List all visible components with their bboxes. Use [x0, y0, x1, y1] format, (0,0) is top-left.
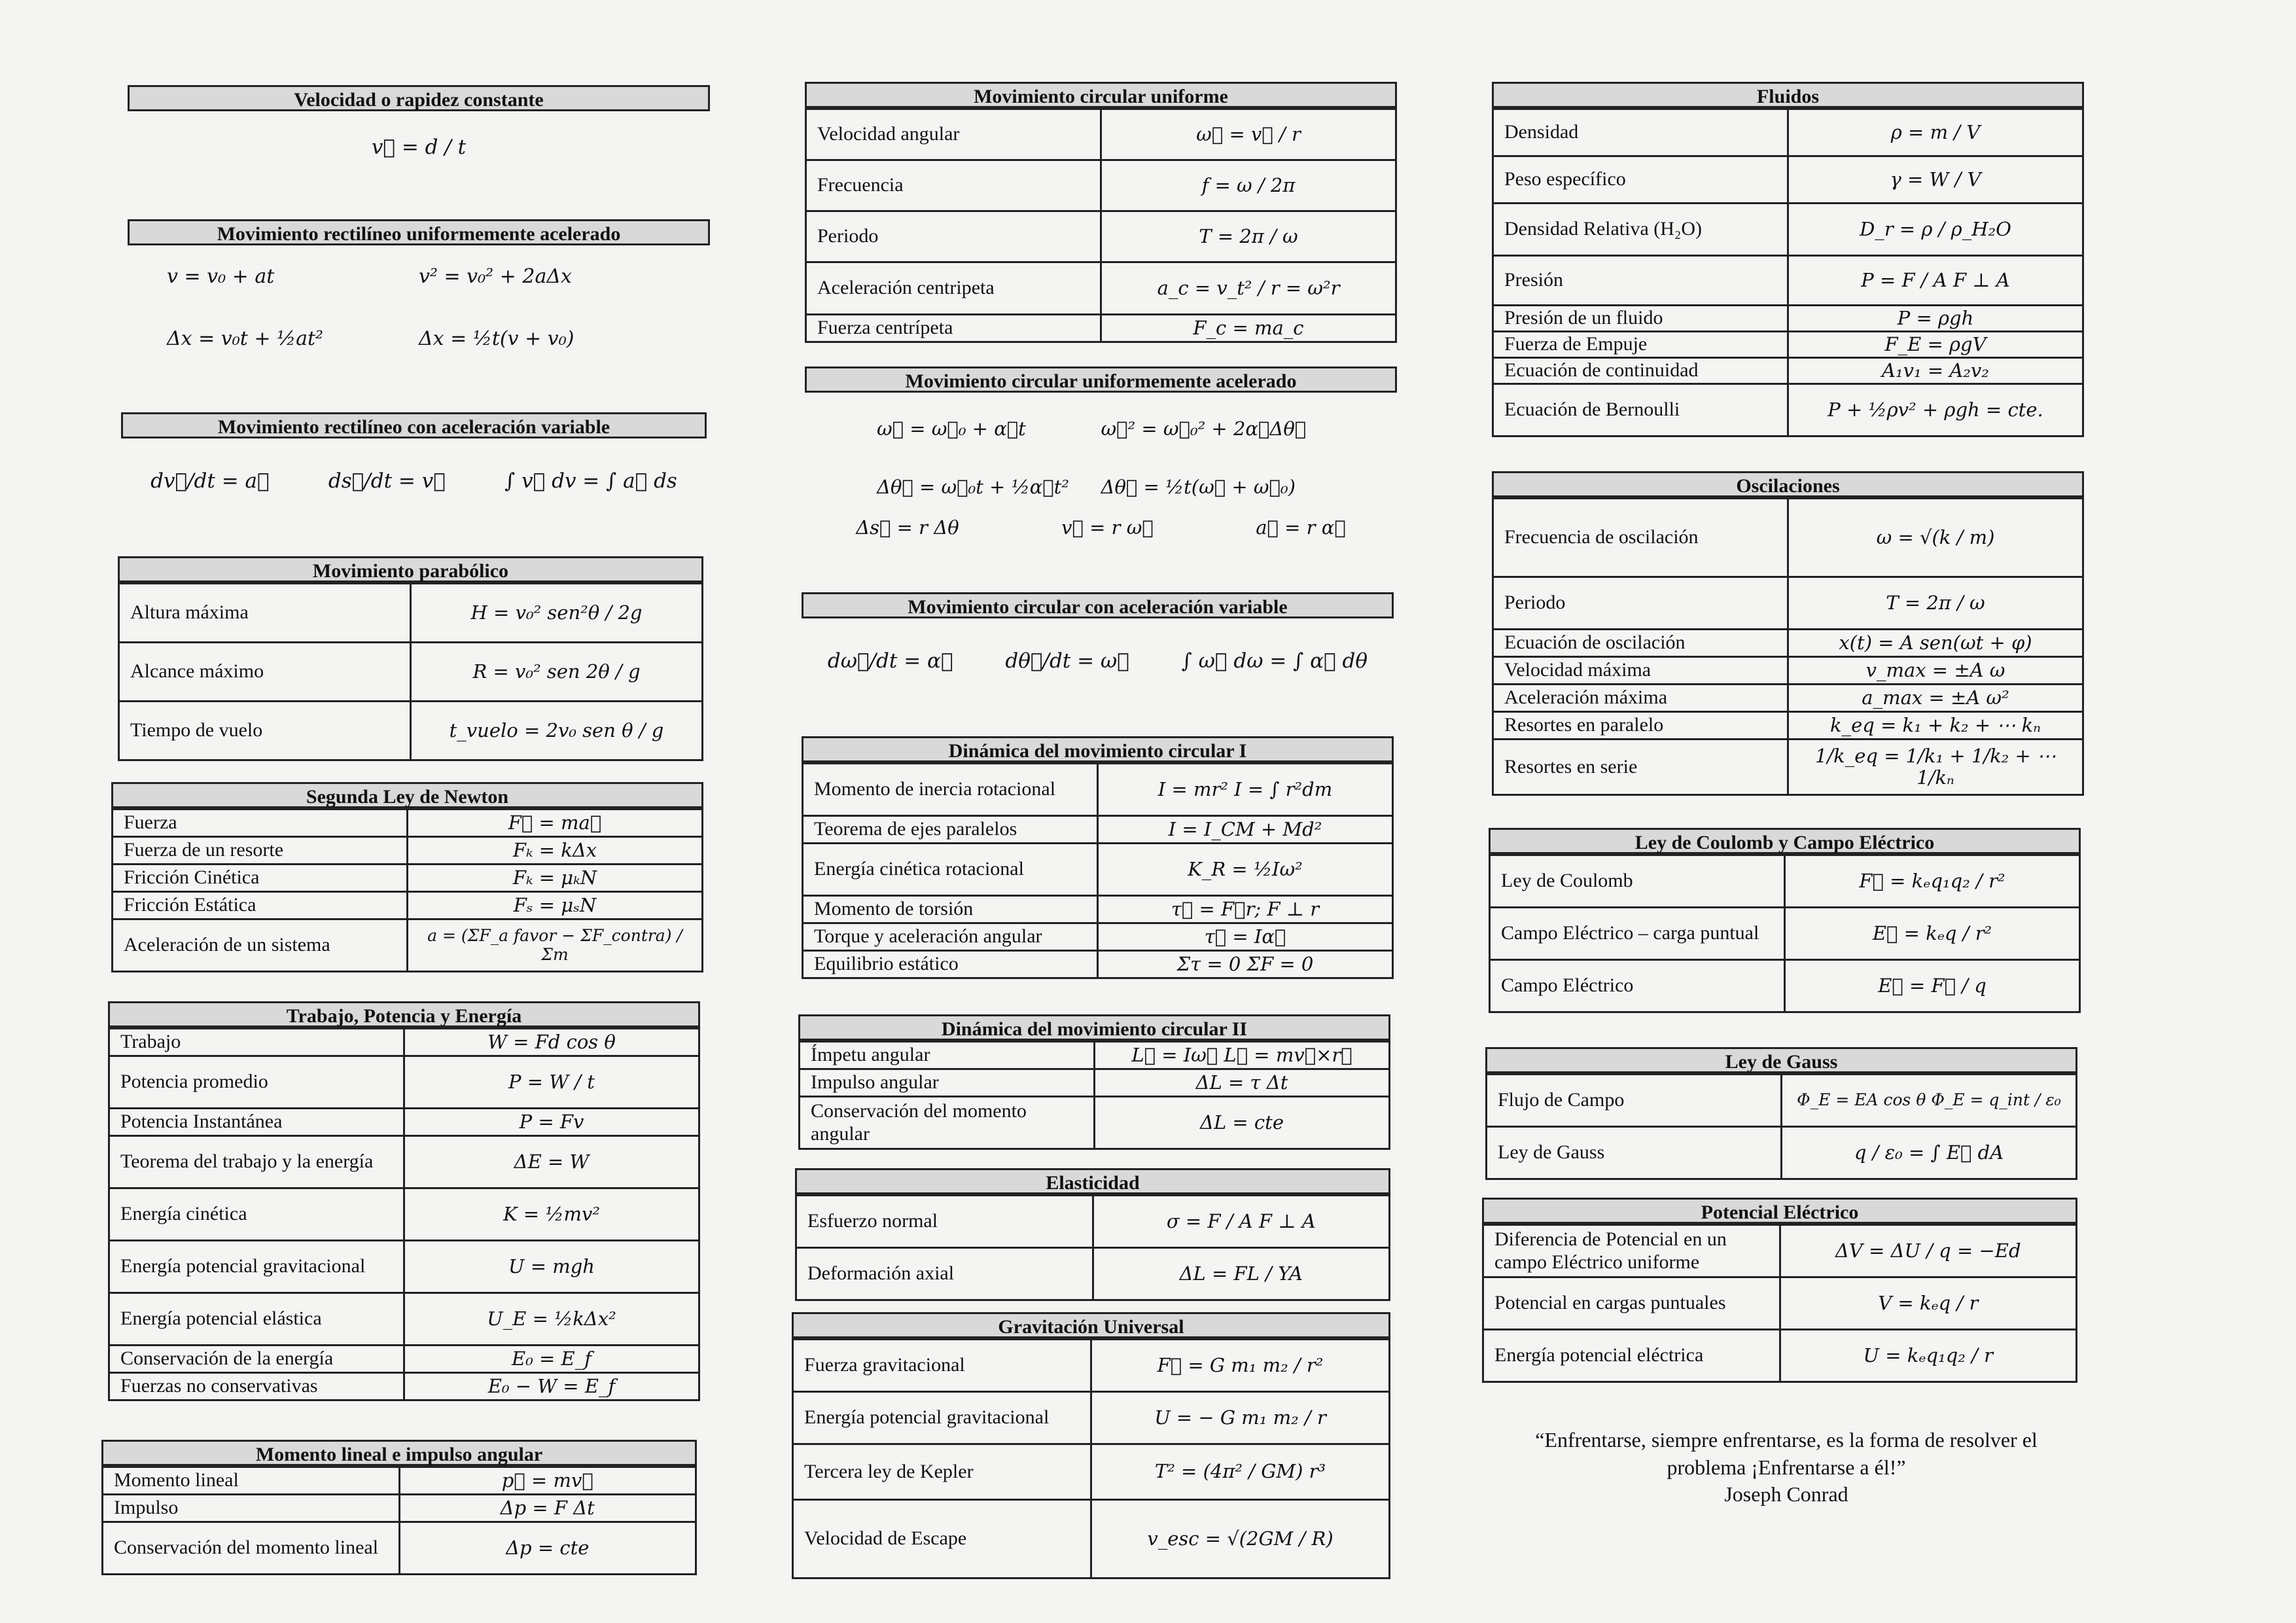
row-formula: U = kₑq₁q₂ / r — [1780, 1330, 2077, 1382]
section-dinamica-2 — [798, 1014, 1390, 1150]
section-title: Fluidos — [1492, 82, 2084, 108]
table-row — [103, 1522, 696, 1575]
row-label: Aceleración máxima — [1493, 685, 1788, 712]
table-row — [109, 1293, 699, 1346]
section-title: Trabajo, Potencia y Energía — [108, 1001, 700, 1027]
row-formula: 1/k_eq = 1/k₁ + 1/k₂ + ⋯ 1/kₙ — [1788, 740, 2083, 795]
row-label: Flujo de Campo — [1487, 1075, 1782, 1127]
equation: Δx = ½t(v + v₀) — [419, 327, 574, 350]
row-label: Fuerza centrípeta — [806, 315, 1101, 342]
table-row — [803, 816, 1393, 844]
row-label: Teorema de ejes paralelos — [803, 816, 1098, 844]
table-row — [1493, 657, 2083, 685]
section-mcu — [805, 82, 1397, 343]
section-parabolico — [118, 556, 703, 761]
equation: ∫ ω⃗ dω = ∫ α⃗ dθ — [1181, 649, 1368, 673]
section-trabajo — [108, 1001, 700, 1401]
row-label: Peso específico — [1493, 156, 1788, 204]
row-label: Impulso angular — [800, 1069, 1095, 1097]
row-formula: P = F / A F ⊥ A — [1788, 256, 2083, 306]
row-formula: v_max = ±A ω — [1788, 657, 2083, 685]
table-row — [796, 1196, 1390, 1248]
row-formula: ΔL = cte — [1095, 1097, 1390, 1149]
section-gauss — [1485, 1047, 2077, 1180]
row-label: Densidad — [1493, 109, 1788, 156]
equation: Δs⃗ = r Δθ — [856, 516, 959, 539]
section-fluidos — [1492, 82, 2084, 437]
row-formula: γ = W / V — [1788, 156, 2083, 204]
equation: dv⃗/dt = a⃗ — [150, 469, 270, 493]
row-formula: τ⃗ = F⃗r; F ⊥ r — [1098, 896, 1393, 923]
section-title: Elasticidad — [795, 1168, 1390, 1194]
table-row — [109, 1373, 699, 1400]
row-formula: R = v₀² sen 2θ / g — [411, 643, 703, 702]
row-label: Diferencia de Potencial en un campo Eléctrico uniforme — [1483, 1225, 1780, 1277]
equation: v = v₀ + at — [167, 265, 275, 288]
row-label: Potencial en cargas puntuales — [1483, 1277, 1780, 1330]
row-formula: V = kₑq / r — [1780, 1277, 2077, 1330]
row-formula: E₀ = E_f — [404, 1346, 699, 1373]
equation: v⃗ = r ω⃗ — [1061, 516, 1154, 539]
row-label: Fricción Estática — [113, 892, 408, 919]
table-row — [119, 702, 703, 760]
table-row — [1493, 577, 2083, 630]
row-formula: H = v₀² sen²θ / 2g — [411, 584, 703, 643]
section-oscilaciones — [1492, 471, 2084, 796]
row-formula: Fₖ = kΔx — [408, 837, 703, 865]
section-velocidad — [128, 85, 710, 183]
row-formula: F_c = ma_c — [1101, 315, 1396, 342]
row-label: Fuerza de un resorte — [113, 837, 408, 865]
equation: v⃗ = d / t — [371, 135, 467, 159]
row-label: Densidad Relativa (H₂O) — [1493, 204, 1788, 256]
row-label: Frecuencia de oscilación — [1493, 499, 1788, 577]
row-label: Ley de Gauss — [1487, 1127, 1782, 1179]
row-formula: U = mgh — [404, 1241, 699, 1293]
row-formula: F⃗ = ma⃗ — [408, 810, 703, 837]
row-formula: ω = √(k / m) — [1788, 499, 2083, 577]
table-row — [806, 262, 1396, 315]
formula-table — [792, 1338, 1390, 1579]
row-formula: a = (ΣF_a favor − ΣF_contra) / Σm — [408, 919, 703, 972]
table-row — [1493, 256, 2083, 306]
table-row — [1493, 204, 2083, 256]
row-formula: F⃗ = kₑq₁q₂ / r² — [1785, 855, 2080, 908]
table-row — [1493, 685, 2083, 712]
table-row — [806, 211, 1396, 262]
table-row — [803, 764, 1393, 816]
row-formula: f = ω / 2π — [1101, 160, 1396, 211]
formula-table — [802, 762, 1394, 979]
table-row — [109, 1346, 699, 1373]
row-label: Energía cinética — [109, 1188, 404, 1241]
row-formula: x(t) = A sen(ωt + φ) — [1788, 630, 2083, 657]
table-row — [1483, 1225, 2077, 1277]
row-label: Aceleración centripeta — [806, 262, 1101, 315]
row-label: Momento de torsión — [803, 896, 1098, 923]
section-elasticidad — [795, 1168, 1390, 1301]
formula-table — [1482, 1224, 2077, 1383]
table-row — [806, 315, 1396, 342]
table-row — [1493, 109, 2083, 156]
table-row — [1487, 1127, 2077, 1179]
row-label: Momento de inercia rotacional — [803, 764, 1098, 816]
formula-table — [118, 582, 703, 761]
table-row — [803, 951, 1393, 978]
formula-table — [1485, 1073, 2077, 1180]
section-title: Gravitación Universal — [792, 1312, 1390, 1338]
section-title: Momento lineal e impulso angular — [101, 1440, 697, 1466]
section-title: Movimiento parabólico — [118, 556, 703, 582]
table-row — [1493, 712, 2083, 740]
row-formula: a_c = v_t² / r = ω²r — [1101, 262, 1396, 315]
formula-table — [1492, 108, 2084, 437]
quote — [1498, 1427, 2074, 1508]
table-row — [109, 1241, 699, 1293]
table-row — [796, 1248, 1390, 1300]
row-label: Fuerza — [113, 810, 408, 837]
table-row — [1493, 156, 2083, 204]
row-label: Energía potencial eléctrica — [1483, 1330, 1780, 1382]
row-formula: P = ρgh — [1788, 306, 2083, 332]
section-potencial — [1482, 1198, 2077, 1383]
row-label: Energía potencial elástica — [109, 1293, 404, 1346]
row-formula: p⃗ = mv⃗ — [399, 1467, 696, 1495]
equation: Δx = v₀t + ½at² — [167, 327, 324, 350]
table-row — [806, 109, 1396, 160]
row-label: Trabajo — [109, 1029, 404, 1056]
table-row — [113, 865, 703, 892]
row-formula: t_vuelo = 2v₀ sen θ / g — [411, 702, 703, 760]
table-row — [109, 1056, 699, 1109]
row-label: Velocidad de Escape — [793, 1500, 1091, 1578]
equation: dθ⃗/dt = ω⃗ — [1005, 649, 1129, 673]
row-label: Resortes en paralelo — [1493, 712, 1788, 740]
row-formula: ρ = m / V — [1788, 109, 2083, 156]
section-gravitacion — [792, 1312, 1390, 1579]
row-formula: ΔL = FL / YA — [1093, 1248, 1390, 1300]
formula-table — [805, 108, 1397, 343]
table-row — [806, 160, 1396, 211]
row-label: Teorema del trabajo y la energía — [109, 1136, 404, 1188]
row-label: Aceleración de un sistema — [113, 919, 408, 972]
table-row — [1493, 384, 2083, 437]
equation: Δθ⃗ = ω⃗₀t + ½α⃗t² — [877, 476, 1069, 498]
row-formula: L⃗ = Iω⃗ L⃗ = mv⃗×r⃗ — [1095, 1042, 1390, 1069]
section-title: Movimiento circular con aceleración variable — [802, 592, 1394, 618]
row-formula: D_r = ρ / ρ_H₂O — [1788, 204, 2083, 256]
row-formula: Fₖ = μₖN — [408, 865, 703, 892]
quote-author: Joseph Conrad — [1724, 1482, 1848, 1507]
formula-table — [795, 1194, 1390, 1301]
row-label: Fuerzas no conservativas — [109, 1373, 404, 1400]
section-title: Dinámica del movimiento circular I — [802, 736, 1394, 762]
equation: ω⃗² = ω⃗₀² + 2α⃗Δθ⃗ — [1101, 418, 1307, 440]
table-row — [113, 919, 703, 972]
section-mcav — [802, 592, 1394, 704]
row-label: Alcance máximo — [119, 643, 411, 702]
quote-text: problema ¡Enfrentarse a él!” — [1667, 1455, 1906, 1479]
table-row — [109, 1029, 699, 1056]
row-label: Velocidad máxima — [1493, 657, 1788, 685]
quote-text: “Enfrentarse, siempre enfrentarse, es la forma de resolver el — [1535, 1428, 2038, 1452]
row-formula: T = 2π / ω — [1788, 577, 2083, 630]
row-label: Ley de Coulomb — [1490, 855, 1785, 908]
section-title: Oscilaciones — [1492, 471, 2084, 497]
table-row — [103, 1467, 696, 1495]
row-label: Velocidad angular — [806, 109, 1101, 160]
row-label: Campo Eléctrico — [1490, 960, 1785, 1012]
table-row — [1483, 1277, 2077, 1330]
table-row — [113, 892, 703, 919]
row-label: Fuerza de Empuje — [1493, 332, 1788, 358]
formula-table — [1492, 497, 2084, 796]
row-label: Energía cinética rotacional — [803, 844, 1098, 896]
formula-table — [101, 1466, 697, 1575]
row-label: Ecuación de oscilación — [1493, 630, 1788, 657]
row-formula: I = I_CM + Md² — [1098, 816, 1393, 844]
section-mcua — [805, 366, 1397, 557]
row-formula: v_esc = √(2GM / R) — [1091, 1500, 1390, 1578]
row-label: Potencia promedio — [109, 1056, 404, 1109]
section-dinamica-1 — [802, 736, 1394, 979]
equation: v² = v₀² + 2aΔx — [419, 265, 572, 288]
table-row — [1493, 332, 2083, 358]
table-row — [113, 837, 703, 865]
table-row — [103, 1495, 696, 1522]
table-row — [800, 1097, 1390, 1149]
section-title: Velocidad o rapidez constante — [128, 85, 710, 111]
table-row — [793, 1500, 1390, 1578]
row-formula: k_eq = k₁ + k₂ + ⋯ kₙ — [1788, 712, 2083, 740]
row-formula: K = ½mv² — [404, 1188, 699, 1241]
row-label: Presión de un fluido — [1493, 306, 1788, 332]
table-row — [109, 1188, 699, 1241]
table-row — [1493, 740, 2083, 795]
row-formula: P = W / t — [404, 1056, 699, 1109]
row-label: Impulso — [103, 1495, 400, 1522]
row-formula: T = 2π / ω — [1101, 211, 1396, 262]
table-row — [113, 810, 703, 837]
equation: ∫ v⃗ dv = ∫ a⃗ ds — [504, 469, 677, 493]
row-formula: E⃗ = kₑq / r² — [1785, 908, 2080, 960]
row-formula: A₁v₁ = A₂v₂ — [1788, 358, 2083, 384]
row-label: Periodo — [806, 211, 1101, 262]
row-label: Torque y aceleración angular — [803, 923, 1098, 951]
table-row — [1493, 306, 2083, 332]
row-label: Frecuencia — [806, 160, 1101, 211]
row-formula: P = Fv — [404, 1109, 699, 1136]
section-title: Movimiento circular uniformemente acelerado — [805, 366, 1397, 393]
row-formula: F_E = ρgV — [1788, 332, 2083, 358]
formula-table — [108, 1027, 700, 1401]
row-formula: Fₛ = μₛN — [408, 892, 703, 919]
row-label: Ímpetu angular — [800, 1042, 1095, 1069]
section-title: Ley de Coulomb y Campo Eléctrico — [1489, 828, 2081, 854]
table-row — [800, 1042, 1390, 1069]
table-row — [803, 896, 1393, 923]
equation: Δθ⃗ = ½t(ω⃗ + ω⃗₀) — [1101, 476, 1296, 498]
row-label: Deformación axial — [796, 1248, 1093, 1300]
table-row — [1490, 855, 2080, 908]
table-row — [1487, 1075, 2077, 1127]
row-formula: Δp = F Δt — [399, 1495, 696, 1522]
row-formula: τ⃗ = Iα⃗ — [1098, 923, 1393, 951]
equation: dω⃗/dt = α⃗ — [827, 649, 953, 673]
row-label: Presión — [1493, 256, 1788, 306]
section-title: Movimiento rectilíneo uniformemente acelerado — [128, 219, 710, 245]
row-formula: ΔE = W — [404, 1136, 699, 1188]
equation: a⃗ = r α⃗ — [1256, 516, 1346, 539]
section-title: Movimiento circular uniforme — [805, 82, 1397, 108]
row-formula: E⃗ = F⃗ / q — [1785, 960, 2080, 1012]
row-formula: Δp = cte — [399, 1522, 696, 1575]
row-label: Altura máxima — [119, 584, 411, 643]
table-row — [1493, 630, 2083, 657]
section-coulomb — [1489, 828, 2081, 1013]
row-formula: T² = (4π² / GM) r³ — [1091, 1444, 1390, 1500]
row-formula: q / ε₀ = ∫ E⃗ dA — [1782, 1127, 2077, 1179]
row-formula: F⃗ = G m₁ m₂ / r² — [1091, 1340, 1390, 1392]
row-label: Fricción Cinética — [113, 865, 408, 892]
row-label: Campo Eléctrico – carga puntual — [1490, 908, 1785, 960]
section-title: Dinámica del movimiento circular II — [798, 1014, 1390, 1041]
row-label: Conservación de la energía — [109, 1346, 404, 1373]
table-row — [1493, 358, 2083, 384]
row-label: Equilibrio estático — [803, 951, 1098, 978]
row-label: Conservación del momento angular — [800, 1097, 1095, 1149]
row-label: Momento lineal — [103, 1467, 400, 1495]
row-formula: W = Fd cos θ — [404, 1029, 699, 1056]
row-label: Tiempo de vuelo — [119, 702, 411, 760]
row-label: Fuerza gravitacional — [793, 1340, 1091, 1392]
table-row — [803, 844, 1393, 896]
table-row — [793, 1392, 1390, 1444]
section-title: Ley de Gauss — [1485, 1047, 2077, 1073]
row-formula: Φ_E = EA cos θ Φ_E = q_int / ε₀ — [1782, 1075, 2077, 1127]
row-formula: K_R = ½Iω² — [1098, 844, 1393, 896]
formula-table — [111, 808, 703, 972]
formula-table — [798, 1041, 1390, 1150]
row-formula: U_E = ½kΔx² — [404, 1293, 699, 1346]
section-mrua — [128, 219, 710, 370]
row-formula: P + ½ρv² + ρgh = cte. — [1788, 384, 2083, 437]
row-label: Ecuación de continuidad — [1493, 358, 1788, 384]
table-row — [1490, 960, 2080, 1012]
section-newton — [111, 782, 703, 972]
row-formula: E₀ − W = E_f — [404, 1373, 699, 1400]
row-label: Esfuerzo normal — [796, 1196, 1093, 1248]
row-label: Energía potencial gravitacional — [109, 1241, 404, 1293]
row-label: Ecuación de Bernoulli — [1493, 384, 1788, 437]
section-momento — [101, 1440, 697, 1575]
row-formula: ω⃗ = v⃗ / r — [1101, 109, 1396, 160]
formula-table — [1489, 854, 2081, 1013]
table-row — [1483, 1330, 2077, 1382]
table-row — [800, 1069, 1390, 1097]
table-row — [793, 1444, 1390, 1500]
row-formula: ΔV = ΔU / q = −Ed — [1780, 1225, 2077, 1277]
table-row — [119, 643, 703, 702]
section-title: Segunda Ley de Newton — [111, 782, 703, 808]
table-row — [109, 1109, 699, 1136]
equation: ds⃗/dt = v⃗ — [328, 469, 446, 493]
row-formula: U = − G m₁ m₂ / r — [1091, 1392, 1390, 1444]
row-label: Potencia Instantánea — [109, 1109, 404, 1136]
section-title: Movimiento rectilíneo con aceleración variable — [121, 412, 707, 438]
table-row — [803, 923, 1393, 951]
row-formula: ΔL = τ Δt — [1095, 1069, 1390, 1097]
row-formula: σ = F / A F ⊥ A — [1093, 1196, 1390, 1248]
row-formula: Στ = 0 ΣF = 0 — [1098, 951, 1393, 978]
equation: ω⃗ = ω⃗₀ + α⃗t — [877, 418, 1026, 440]
row-label: Tercera ley de Kepler — [793, 1444, 1091, 1500]
table-row — [793, 1340, 1390, 1392]
row-label: Conservación del momento lineal — [103, 1522, 400, 1575]
table-row — [109, 1136, 699, 1188]
table-row — [119, 584, 703, 643]
table-row — [1493, 499, 2083, 577]
row-formula: a_max = ±A ω² — [1788, 685, 2083, 712]
section-mrav — [121, 412, 707, 524]
row-formula: I = mr² I = ∫ r²dm — [1098, 764, 1393, 816]
table-row — [1490, 908, 2080, 960]
row-label: Energía potencial gravitacional — [793, 1392, 1091, 1444]
row-label: Resortes en serie — [1493, 740, 1788, 795]
section-title: Potencial Eléctrico — [1482, 1198, 2077, 1224]
row-label: Periodo — [1493, 577, 1788, 630]
